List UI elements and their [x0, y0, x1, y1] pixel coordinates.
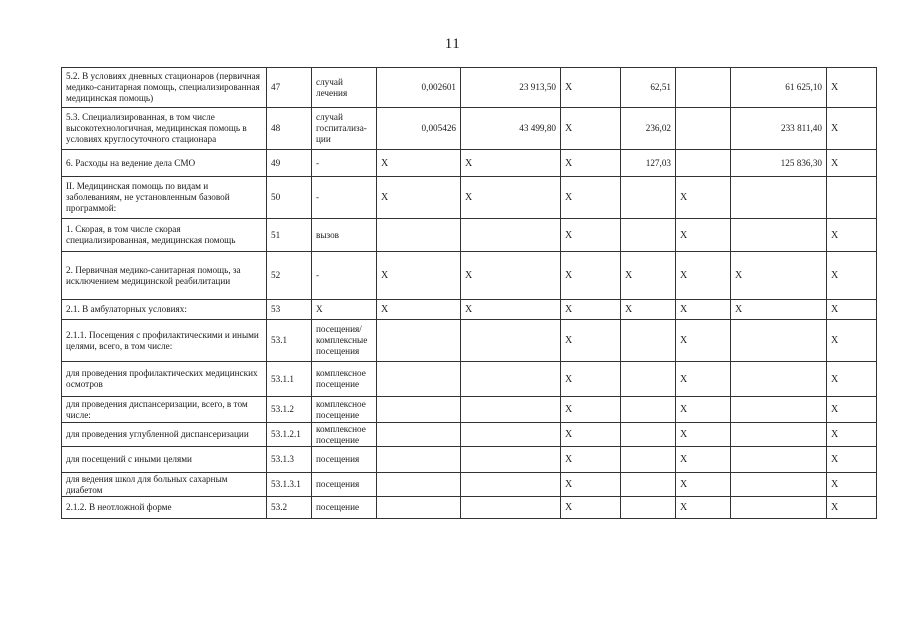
col8-cell: X: [676, 320, 731, 362]
table-row: [62, 320, 877, 362]
col5-cell: X: [461, 252, 561, 300]
row-name-cell: 5.3. Специализированная, в том числе высокотехнологичная, медицинская помощь в условиях круглосуточного стационара: [62, 108, 267, 150]
col4-cell: X: [377, 177, 461, 219]
row-unit-cell: посещение: [312, 497, 377, 519]
col4-cell: 0,005426: [377, 108, 461, 150]
col4-cell: [377, 320, 461, 362]
table-row: [62, 177, 877, 219]
col5-cell: 43 499,80: [461, 108, 561, 150]
col4-cell: [377, 362, 461, 397]
row-unit-cell: посещения: [312, 473, 377, 497]
row-code-cell: 53.1.3: [267, 447, 312, 473]
col8-cell: X: [676, 219, 731, 252]
col7-cell: [621, 497, 676, 519]
col4-cell: 0,002601: [377, 68, 461, 108]
col4-cell: [377, 497, 461, 519]
table-row: [62, 108, 877, 150]
row-code-cell: 53.1: [267, 320, 312, 362]
table-row: [62, 150, 877, 177]
table-row: [62, 473, 877, 497]
row-code-cell: 53.2: [267, 497, 312, 519]
row-unit-cell: комплексное посещение: [312, 362, 377, 397]
table-row: [62, 397, 877, 423]
col10-cell: X: [827, 108, 877, 150]
col10-cell: X: [827, 473, 877, 497]
col10-cell: X: [827, 447, 877, 473]
col8-cell: [676, 68, 731, 108]
row-name-cell: для проведения профилактических медицинских осмотров: [62, 362, 267, 397]
col8-cell: X: [676, 177, 731, 219]
data-table: [61, 67, 877, 519]
col6-cell: X: [561, 68, 621, 108]
row-code-cell: 53: [267, 300, 312, 320]
col5-cell: 23 913,50: [461, 68, 561, 108]
col10-cell: X: [827, 252, 877, 300]
col10-cell: X: [827, 300, 877, 320]
col8-cell: X: [676, 252, 731, 300]
col7-cell: 236,02: [621, 108, 676, 150]
row-name-cell: 6. Расходы на ведение дела СМО: [62, 150, 267, 177]
table-row: [62, 219, 877, 252]
col6-cell: X: [561, 300, 621, 320]
row-name-cell: 5.2. В условиях дневных стационаров (первичная медико-санитарная помощь, специализированная медицинская помощь): [62, 68, 267, 108]
col4-cell: [377, 219, 461, 252]
col6-cell: X: [561, 447, 621, 473]
row-code-cell: 47: [267, 68, 312, 108]
col7-cell: [621, 397, 676, 423]
col5-cell: X: [461, 300, 561, 320]
col4-cell: X: [377, 150, 461, 177]
col6-cell: X: [561, 108, 621, 150]
row-name-cell: 2. Первичная медико-санитарная помощь, за исключением медицинской реабилитации: [62, 252, 267, 300]
col5-cell: [461, 423, 561, 447]
col9-cell: [731, 362, 827, 397]
col6-cell: X: [561, 320, 621, 362]
col7-cell: [621, 320, 676, 362]
row-code-cell: 50: [267, 177, 312, 219]
col6-cell: X: [561, 362, 621, 397]
col7-cell: X: [621, 300, 676, 320]
col8-cell: X: [676, 497, 731, 519]
row-unit-cell: посещения/ комплексные посещения: [312, 320, 377, 362]
col9-cell: X: [731, 252, 827, 300]
row-unit-cell: -: [312, 177, 377, 219]
col4-cell: X: [377, 252, 461, 300]
col5-cell: [461, 362, 561, 397]
col9-cell: [731, 447, 827, 473]
row-name-cell: для проведения диспансеризации, всего, в том числе:: [62, 397, 267, 423]
row-name-cell: для посещений с иными целями: [62, 447, 267, 473]
table-row: [62, 497, 877, 519]
col4-cell: [377, 397, 461, 423]
page-number: 11: [444, 36, 461, 52]
col8-cell: X: [676, 300, 731, 320]
col7-cell: [621, 219, 676, 252]
col6-cell: X: [561, 423, 621, 447]
col6-cell: X: [561, 473, 621, 497]
row-unit-cell: -: [312, 252, 377, 300]
col7-cell: 62,51: [621, 68, 676, 108]
col5-cell: [461, 473, 561, 497]
col5-cell: [461, 219, 561, 252]
col8-cell: [676, 150, 731, 177]
col8-cell: X: [676, 397, 731, 423]
col9-cell: [731, 497, 827, 519]
row-name-cell: 1. Скорая, в том числе скорая специализированная, медицинская помощь: [62, 219, 267, 252]
col8-cell: X: [676, 447, 731, 473]
table-row: [62, 423, 877, 447]
row-code-cell: 53.1.2.1: [267, 423, 312, 447]
col8-cell: X: [676, 473, 731, 497]
col10-cell: X: [827, 423, 877, 447]
col9-cell: [731, 177, 827, 219]
col6-cell: X: [561, 219, 621, 252]
col10-cell: X: [827, 68, 877, 108]
col7-cell: [621, 362, 676, 397]
col9-cell: 61 625,10: [731, 68, 827, 108]
col8-cell: X: [676, 423, 731, 447]
table-row: [62, 362, 877, 397]
row-code-cell: 53.1.3.1: [267, 473, 312, 497]
col5-cell: X: [461, 150, 561, 177]
row-unit-cell: случай лечения: [312, 68, 377, 108]
row-code-cell: 51: [267, 219, 312, 252]
col10-cell: X: [827, 497, 877, 519]
col7-cell: [621, 423, 676, 447]
row-unit-cell: вызов: [312, 219, 377, 252]
col9-cell: X: [731, 300, 827, 320]
row-code-cell: 52: [267, 252, 312, 300]
table-body: [62, 68, 877, 519]
col5-cell: [461, 447, 561, 473]
row-unit-cell: X: [312, 300, 377, 320]
col6-cell: X: [561, 150, 621, 177]
col6-cell: X: [561, 252, 621, 300]
row-unit-cell: -: [312, 150, 377, 177]
row-name-cell: 2.1.2. В неотложной форме: [62, 497, 267, 519]
table-row: [62, 68, 877, 108]
row-unit-cell: посещения: [312, 447, 377, 473]
col7-cell: [621, 473, 676, 497]
col4-cell: [377, 447, 461, 473]
col6-cell: X: [561, 397, 621, 423]
col9-cell: [731, 219, 827, 252]
col7-cell: 127,03: [621, 150, 676, 177]
table-row: [62, 252, 877, 300]
col4-cell: X: [377, 300, 461, 320]
col10-cell: X: [827, 219, 877, 252]
row-unit-cell: случай госпитализа-ции: [312, 108, 377, 150]
col10-cell: X: [827, 150, 877, 177]
row-code-cell: 49: [267, 150, 312, 177]
col9-cell: 233 811,40: [731, 108, 827, 150]
col10-cell: X: [827, 362, 877, 397]
row-name-cell: II. Медицинская помощь по видам и заболеваниям, не установленным базовой программой:: [62, 177, 267, 219]
col10-cell: [827, 177, 877, 219]
col6-cell: X: [561, 177, 621, 219]
col9-cell: [731, 473, 827, 497]
table-row: [62, 300, 877, 320]
col9-cell: [731, 397, 827, 423]
col5-cell: [461, 320, 561, 362]
col9-cell: [731, 423, 827, 447]
col8-cell: [676, 108, 731, 150]
col6-cell: X: [561, 497, 621, 519]
col9-cell: 125 836,30: [731, 150, 827, 177]
col4-cell: [377, 473, 461, 497]
table-row: [62, 447, 877, 473]
col8-cell: X: [676, 362, 731, 397]
col5-cell: X: [461, 177, 561, 219]
row-name-cell: для ведения школ для больных сахарным диабетом: [62, 473, 267, 497]
row-code-cell: 48: [267, 108, 312, 150]
col7-cell: [621, 177, 676, 219]
col7-cell: X: [621, 252, 676, 300]
row-name-cell: 2.1.1. Посещения с профилактическими и иными целями, всего, в том числе:: [62, 320, 267, 362]
col9-cell: [731, 320, 827, 362]
row-unit-cell: комплексное посещение: [312, 423, 377, 447]
col5-cell: [461, 497, 561, 519]
col4-cell: [377, 423, 461, 447]
row-code-cell: 53.1.1: [267, 362, 312, 397]
row-code-cell: 53.1.2: [267, 397, 312, 423]
row-name-cell: для проведения углубленной диспансеризации: [62, 423, 267, 447]
col10-cell: X: [827, 397, 877, 423]
col10-cell: X: [827, 320, 877, 362]
row-unit-cell: комплексное посещение: [312, 397, 377, 423]
col7-cell: [621, 447, 676, 473]
row-name-cell: 2.1. В амбулаторных условиях:: [62, 300, 267, 320]
col5-cell: [461, 397, 561, 423]
